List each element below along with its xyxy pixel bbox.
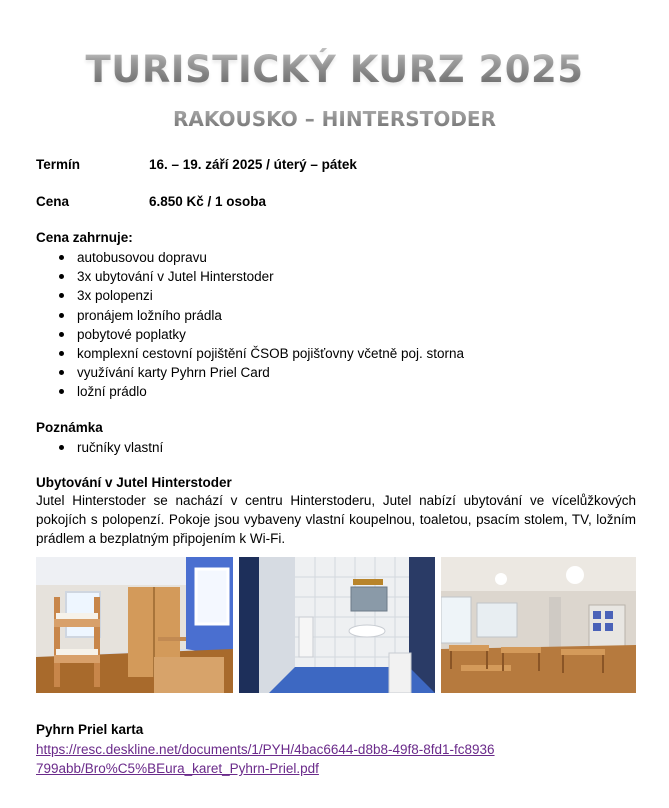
includes-list xyxy=(36,248,464,402)
termin-value: 16. – 19. září 2025 / úterý – pátek xyxy=(149,157,357,172)
list-item: 3x polopenzi xyxy=(36,286,464,305)
dining-hall-photo xyxy=(441,557,636,693)
accommodation-text: Jutel Hinterstoder se nachází v centru Hinterstoderu, Jutel nabízí ubytování ve vícelůžkových pokojích s polopenzí. Pokoje jsou vybaveny vlastní koupelnou, toaletou, psacím stolem, TV, ložním prádlem a bezplatným připojením k Wi-Fi. xyxy=(36,493,636,547)
card-heading: Pyhrn Priel karta xyxy=(36,722,144,737)
document-title: TURISTICKÝ KURZ 2025 xyxy=(0,48,669,91)
room-photo xyxy=(36,557,233,693)
cena-label: Cena xyxy=(36,194,70,209)
list-item: 3x ubytování v Jutel Hinterstoder xyxy=(36,267,464,286)
termin-label: Termín xyxy=(36,157,81,172)
cena-row xyxy=(36,194,266,209)
list-item: komplexní cestovní pojištění ČSOB pojišťovny včetně poj. storna xyxy=(36,344,464,363)
includes-heading: Cena zahrnuje: xyxy=(36,230,133,245)
accommodation-heading: Ubytování v Jutel Hinterstoder xyxy=(36,475,232,490)
list-item: ložní prádlo xyxy=(36,382,464,401)
bathroom-photo xyxy=(239,557,435,693)
termin-row xyxy=(36,157,357,172)
note-list xyxy=(36,438,163,457)
card-link[interactable]: https://resc.deskline.net/documents/1/PYH/4bac6644-d8b8-49f8-8fd1-fc8936799abb/Bro%C5%BEura_karet_Pyhrn-Priel.pdf xyxy=(36,742,495,776)
cena-value: 6.850 Kč / 1 osoba xyxy=(149,194,267,209)
list-item: využívání karty Pyhrn Priel Card xyxy=(36,363,464,382)
list-item: autobusovou dopravu xyxy=(36,248,464,267)
list-item: ručníky vlastní xyxy=(36,438,163,457)
note-heading: Poznámka xyxy=(36,420,103,435)
list-item: pronájem ložního prádla xyxy=(36,306,464,325)
document-subtitle: RAKOUSKO – HINTERSTODER xyxy=(0,107,669,131)
list-item: pobytové poplatky xyxy=(36,325,464,344)
